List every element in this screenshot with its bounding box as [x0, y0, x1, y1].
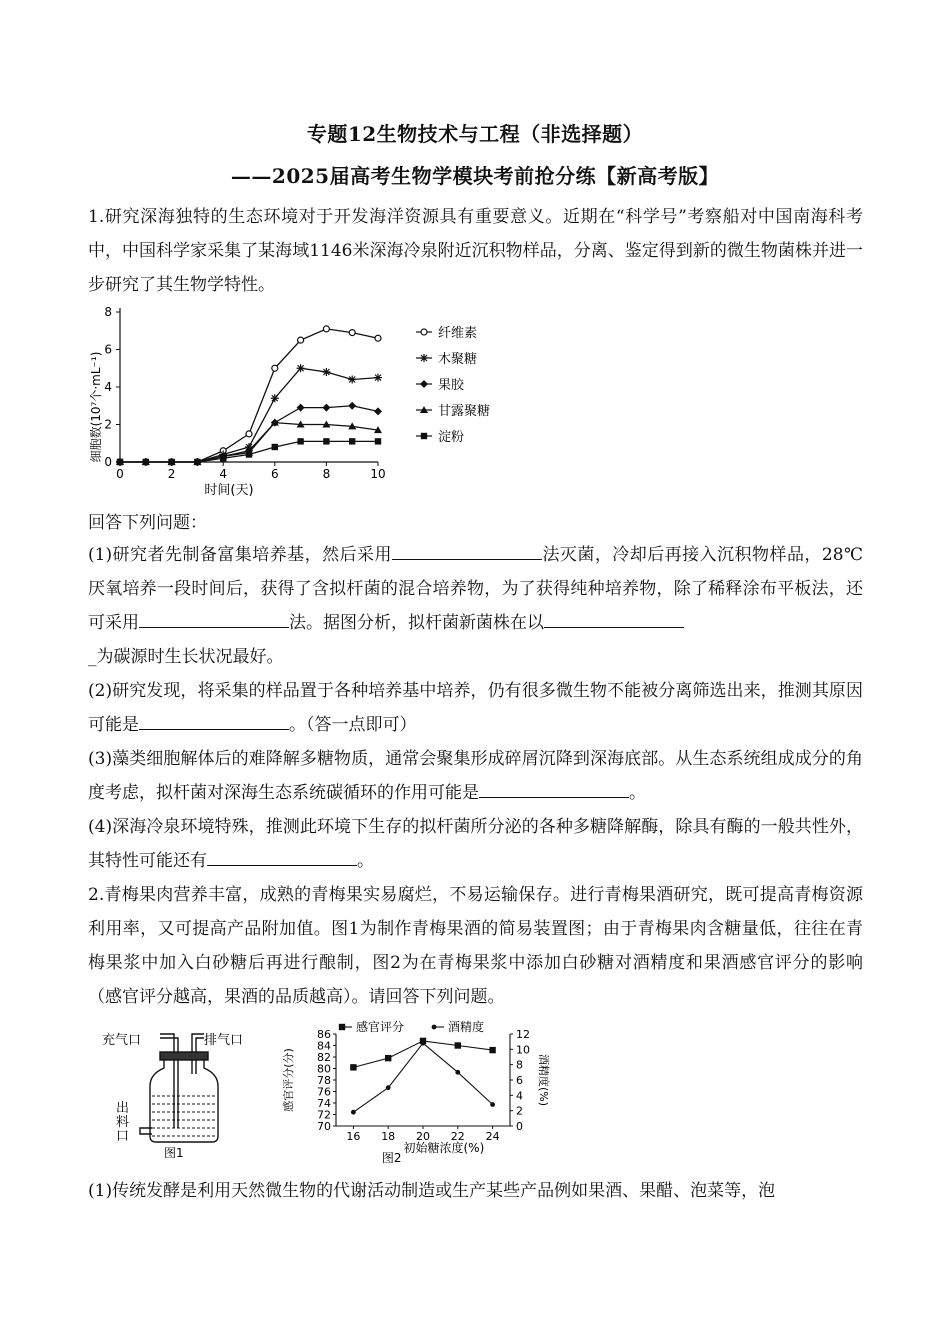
y-left-tick-label: 80: [317, 1062, 331, 1076]
q2-part1: (1)传统发酵是利用天然微生物的代谢活动制造或生产某些产品例如果酒、果醋、泡菜等，泡: [88, 1181, 776, 1201]
answer-blank[interactable]: [479, 779, 629, 798]
data-point: [348, 376, 356, 384]
title-main: 专题12生物技术与工程（非选择题）: [306, 122, 644, 146]
x-tick-label: 6: [270, 467, 279, 481]
legend-label: 木聚糖: [438, 352, 478, 367]
y-right-tick-label: 10: [516, 1043, 530, 1057]
fig1-caption: 图1: [164, 1146, 184, 1160]
legend-marker: [421, 329, 427, 335]
q1-part2-text-a: (2)研究发现，将采集的样品置于各种培养基中培养，仍有很多微生物不能被分离筛选出来，推测其原因可能是: [88, 681, 863, 735]
answer-blank[interactable]: [544, 609, 684, 628]
drain-label: [116, 1100, 129, 1144]
data-point: [348, 402, 356, 410]
q1-part1: [88, 538, 863, 674]
q1-part2-text-b: 。（答一点即可）: [289, 715, 417, 735]
data-point: [375, 335, 381, 341]
y-left-tick-label: 78: [317, 1074, 331, 1087]
q1-prompt: 回答下列问题：: [88, 513, 207, 533]
x-tick-label: 2: [167, 467, 176, 481]
x-axis-label: 时间(天): [204, 483, 254, 498]
data-point: [322, 368, 330, 376]
y-left-tick-label: 70: [317, 1120, 331, 1133]
q1-part4-text-b: 。: [357, 851, 374, 871]
data-point: [143, 459, 149, 465]
data-point: [323, 438, 329, 444]
growth-chart: [88, 298, 518, 502]
y-tick-label: 0: [104, 455, 112, 469]
legend-label: 酒精度: [448, 1020, 485, 1034]
data-point: [421, 1041, 426, 1046]
legend-marker: [420, 354, 428, 362]
legend-marker: [432, 1025, 437, 1030]
title-sub: ——2025届高考生物学模块考前抢分练【新高考版】: [230, 164, 720, 188]
series-line-纤维素: [120, 329, 378, 462]
q1-part3-text-a: (3)藻类细胞解体后的难降解多糖物质，通常会聚集形成碎屑沉降到深海底部。从生态系统组成成分的角度考虑，拟杆菌对深海生态系统碳循环的作用可能是: [88, 749, 863, 803]
data-point: [323, 326, 329, 332]
answer-blank[interactable]: [392, 541, 542, 560]
data-point: [351, 1110, 356, 1115]
y-right-axis-label: 酒精度(%): [537, 1053, 550, 1107]
answer-blank[interactable]: [207, 847, 357, 866]
q1-part4: [88, 810, 863, 878]
y-right-tick-label: 4: [516, 1089, 523, 1103]
q1-part4-text-a: (4)深海冷泉环境特殊，推测此环境下生存的拟杆菌所分泌的各种多糖降解酶，除具有酶的一般共性外，其特性可能还有: [88, 817, 863, 871]
data-point: [297, 438, 303, 444]
q1-part1-text-a: (1)研究者先制备富集培养基，然后采用: [88, 545, 392, 565]
outlet-label: 排气口: [204, 1033, 244, 1048]
y-right-tick-label: 12: [516, 1028, 530, 1041]
x-tick-label: 16: [346, 1130, 361, 1143]
data-point: [490, 1102, 495, 1107]
x-tick-label: 20: [416, 1130, 430, 1143]
legend-label: 感官评分: [356, 1020, 405, 1034]
fermentation-apparatus: [100, 1024, 280, 1164]
bottle-icon: [140, 1034, 218, 1142]
y-right-tick-label: 6: [516, 1074, 523, 1087]
x-tick-label: 8: [322, 467, 331, 481]
q1-part1-text-b: 法灭菌，冷却后再接入沉积物样品，28℃厌氧培养一段时间后，获得了含拟杆菌的混合培养物，为了获得纯种培养物，除了稀释涂布平板法，还可采用: [88, 545, 863, 633]
data-point: [489, 1047, 495, 1053]
data-point: [272, 365, 278, 371]
y-right-tick-label: 8: [516, 1058, 523, 1072]
inlet-label: 充气口: [102, 1033, 142, 1048]
data-point: [297, 364, 305, 372]
data-point: [272, 444, 278, 450]
y-right-tick-label: 0: [516, 1120, 523, 1133]
data-point: [194, 459, 200, 465]
legend-label: 果胶: [438, 378, 465, 393]
y-left-tick-label: 82: [317, 1051, 331, 1064]
svg-text:口: 口: [116, 1129, 130, 1144]
data-point: [455, 1070, 460, 1075]
x-tick-label: 0: [116, 467, 124, 481]
x-tick-label: 18: [381, 1130, 396, 1143]
x-tick-label: 24: [485, 1130, 500, 1143]
x-tick-label: 4: [219, 467, 228, 481]
fig2-caption: 图2: [381, 1151, 402, 1165]
data-point: [168, 459, 174, 465]
legend-label: 纤维素: [438, 326, 478, 341]
x-axis-label: 初始糖浓度(%): [403, 1141, 485, 1155]
y-tick-label: 2: [104, 417, 112, 432]
y-tick-label: 6: [104, 342, 112, 357]
sugar-alcohol-chart: [280, 1018, 560, 1166]
y-right-tick-label: 2: [516, 1104, 523, 1118]
y-left-tick-label: 86: [317, 1028, 331, 1041]
svg-text:出: 出: [116, 1101, 130, 1116]
y-tick-label: 8: [104, 305, 112, 319]
answer-blank[interactable]: [139, 711, 289, 730]
q1-part3: [88, 742, 863, 810]
data-point: [374, 407, 382, 415]
q1-part3-text-b: 。: [629, 783, 646, 803]
q1-part1-text-d: _为碳源时生长状况最好。: [88, 647, 284, 667]
data-point: [349, 438, 355, 444]
data-point: [375, 438, 381, 444]
q1-part2: [88, 674, 863, 742]
y-tick-label: 4: [104, 380, 112, 394]
y-left-axis-label: 感官评分(分): [282, 1048, 295, 1112]
legend-marker: [421, 433, 427, 439]
x-tick-label: 10: [370, 467, 386, 481]
answer-blank[interactable]: [139, 609, 289, 628]
y-left-tick-label: 72: [317, 1108, 331, 1122]
data-point: [322, 404, 330, 412]
data-point: [385, 1055, 391, 1061]
y-left-tick-label: 84: [317, 1039, 331, 1053]
data-point: [455, 1042, 461, 1048]
svg-text:料: 料: [116, 1115, 130, 1130]
legend-label: 甘露聚糖: [438, 404, 491, 419]
data-point: [246, 431, 252, 437]
data-point: [298, 337, 304, 343]
data-point: [374, 374, 382, 382]
legend-label: 淀粉: [438, 430, 465, 445]
data-point: [297, 404, 305, 412]
series-line-酒精度: [353, 1043, 492, 1112]
y-left-tick-label: 76: [317, 1085, 331, 1099]
legend-marker: [339, 1024, 345, 1030]
q2-intro: 2.青梅果肉营养丰富，成熟的青梅果实易腐烂，不易运输保存。进行青梅果酒研究，既可提高青梅资源利用率，又可提高产品附加值。图1为制作青梅果酒的简易装置图；由于青梅果肉含糖量低，往往在青梅果浆中加入白砂糖后再进行酿制，图2为在青梅果浆中添加白砂糖对酒精度和果酒感官评分的影响（感官评分越高，果酒的品质越高）。请回答下列问题。: [88, 885, 863, 1007]
q1-part1-text-c: 法。据图分析，拟杆菌新菌株在以: [289, 613, 544, 633]
data-point: [246, 451, 252, 457]
q1-intro: 1.研究深海独特的生态环境对于开发海洋资源具有重要意义。近期在“科学号”考察船对中国南海科考中，中国科学家采集了某海域1146米深海冷泉附近沉积物样品，分离、鉴定得到新的微生物菌株并进一步研究了其生物学特性。: [88, 207, 863, 295]
data-point: [349, 330, 355, 336]
liquid-fill: [152, 1096, 216, 1136]
y-axis-label: 细胞数(10⁷个·mL⁻¹): [89, 351, 103, 463]
data-point: [350, 1064, 356, 1070]
data-point: [271, 394, 279, 402]
data-point: [386, 1085, 391, 1090]
x-tick-label: 22: [450, 1130, 465, 1143]
y-left-tick-label: 74: [317, 1097, 331, 1110]
data-point: [117, 459, 123, 465]
legend-marker: [420, 380, 428, 388]
data-point: [220, 455, 226, 461]
